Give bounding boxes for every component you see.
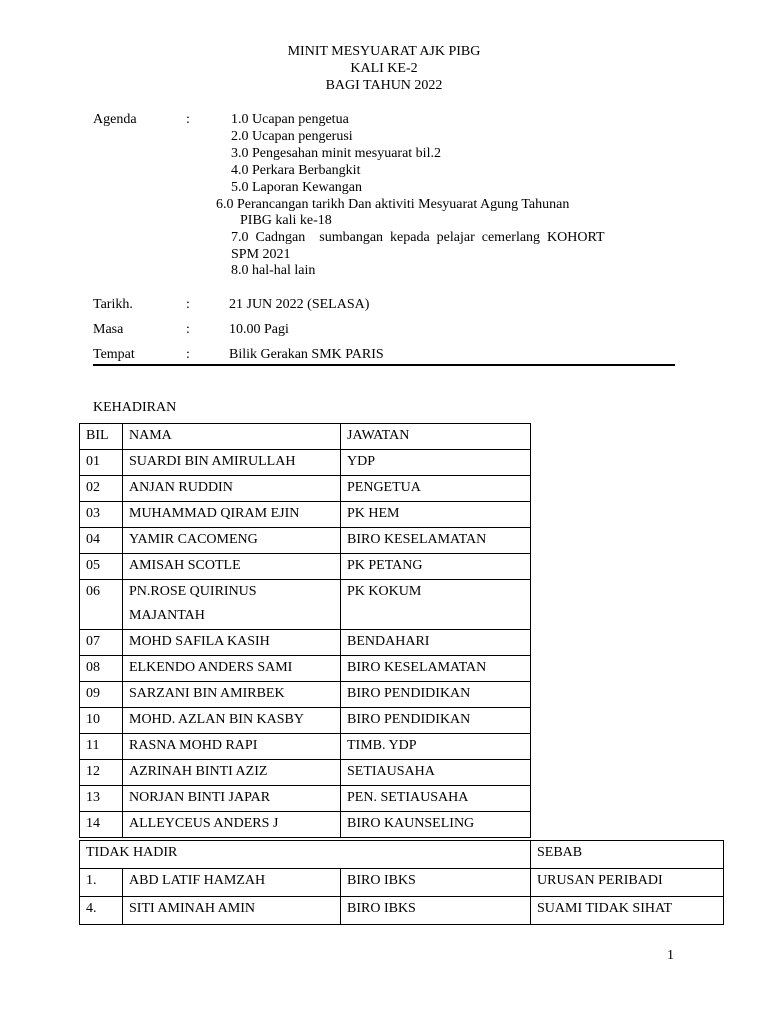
member-position: PK PETANG bbox=[341, 554, 531, 580]
row-number: 1. bbox=[80, 869, 123, 897]
row-number: 01 bbox=[80, 450, 123, 476]
member-position: YDP bbox=[341, 450, 531, 476]
member-name: YAMIR CACOMENG bbox=[123, 528, 341, 554]
row-number: 11 bbox=[80, 734, 123, 760]
member-position: BIRO KESELAMATAN bbox=[341, 656, 531, 682]
agenda-item-continued: PIBG kali ke-18 bbox=[240, 213, 332, 228]
time-colon: : bbox=[186, 322, 190, 337]
row-number: 07 bbox=[80, 630, 123, 656]
member-position: PENGETUA bbox=[341, 476, 531, 502]
attendance-heading: KEHADIRAN bbox=[93, 400, 177, 415]
table-row bbox=[80, 476, 531, 502]
agenda-item: 5.0 Laporan Kewangan bbox=[231, 180, 363, 195]
member-name: SITI AMINAH AMIN bbox=[123, 897, 341, 925]
row-number: 05 bbox=[80, 554, 123, 580]
row-number: 14 bbox=[80, 812, 123, 838]
table-row bbox=[80, 554, 531, 580]
title-line-1: MINIT MESYUARAT AJK PIBG bbox=[287, 44, 481, 59]
time-label: Masa bbox=[93, 322, 124, 337]
table-row bbox=[80, 528, 531, 554]
member-position: PK KOKUM bbox=[341, 580, 531, 630]
member-position: BIRO PENDIDIKAN bbox=[341, 682, 531, 708]
date-label: Tarikh. bbox=[93, 297, 133, 312]
absence-reason: URUSAN PERIBADI bbox=[531, 869, 724, 897]
member-name: MUHAMMAD QIRAM EJIN bbox=[123, 502, 341, 528]
member-name: NORJAN BINTI JAPAR bbox=[123, 786, 341, 812]
row-number: 13 bbox=[80, 786, 123, 812]
column-header: BIL bbox=[80, 424, 123, 450]
row-number: 08 bbox=[80, 656, 123, 682]
row-number: 02 bbox=[80, 476, 123, 502]
document-title bbox=[0, 43, 768, 94]
table-row bbox=[80, 734, 531, 760]
member-name: AMISAH SCOTLE bbox=[123, 554, 341, 580]
row-number: 10 bbox=[80, 708, 123, 734]
member-position: PEN. SETIAUSAHA bbox=[341, 786, 531, 812]
member-name-line-2: MAJANTAH bbox=[129, 608, 205, 623]
row-number: 12 bbox=[80, 760, 123, 786]
absence-header-row bbox=[80, 841, 724, 869]
column-header: NAMA bbox=[123, 424, 341, 450]
divider-line bbox=[93, 364, 675, 366]
member-position: BIRO KAUNSELING bbox=[341, 812, 531, 838]
member-name: MOHD. AZLAN BIN KASBY bbox=[123, 708, 341, 734]
table-row bbox=[80, 760, 531, 786]
place-colon: : bbox=[186, 347, 190, 362]
row-number: 04 bbox=[80, 528, 123, 554]
agenda-item: 6.0 Perancangan tarikh Dan aktiviti Mesyuarat Agung Tahunan bbox=[216, 197, 570, 212]
member-position: TIMB. YDP bbox=[341, 734, 531, 760]
member-position: BIRO PENDIDIKAN bbox=[341, 708, 531, 734]
absent-heading: TIDAK HADIR bbox=[80, 841, 531, 869]
member-position: PK HEM bbox=[341, 502, 531, 528]
table-row bbox=[80, 580, 531, 630]
title-line-3: BAGI TAHUN 2022 bbox=[325, 78, 443, 93]
title-line-2: KALI KE-2 bbox=[350, 61, 418, 76]
column-header: JAWATAN bbox=[341, 424, 531, 450]
table-header-row bbox=[80, 424, 531, 450]
row-number: 4. bbox=[80, 897, 123, 925]
member-position: BIRO IBKS bbox=[341, 897, 531, 925]
table-row bbox=[80, 682, 531, 708]
member-name: RASNA MOHD RAPI bbox=[123, 734, 341, 760]
agenda-label: Agenda bbox=[93, 112, 137, 127]
table-row bbox=[80, 656, 531, 682]
table-row bbox=[80, 708, 531, 734]
place-label: Tempat bbox=[93, 347, 135, 362]
date-value: 21 JUN 2022 (SELASA) bbox=[229, 297, 370, 312]
table-row bbox=[80, 502, 531, 528]
member-position: SETIAUSAHA bbox=[341, 760, 531, 786]
absence-table bbox=[79, 840, 724, 925]
table-row bbox=[80, 869, 724, 897]
member-position: BIRO IBKS bbox=[341, 869, 531, 897]
member-name: PN.ROSE QUIRINUS bbox=[129, 584, 257, 599]
absence-reason: SUAMI TIDAK SIHAT bbox=[531, 897, 724, 925]
time-value: 10.00 Pagi bbox=[229, 322, 289, 337]
date-colon: : bbox=[186, 297, 190, 312]
member-name: ALLEYCEUS ANDERS J bbox=[123, 812, 341, 838]
table-row bbox=[80, 786, 531, 812]
member-position: BIRO KESELAMATAN bbox=[341, 528, 531, 554]
member-name: SUARDI BIN AMIRULLAH bbox=[123, 450, 341, 476]
place-value: Bilik Gerakan SMK PARIS bbox=[229, 347, 384, 362]
member-name: AZRINAH BINTI AZIZ bbox=[123, 760, 341, 786]
member-name-cell bbox=[123, 580, 341, 630]
row-number: 09 bbox=[80, 682, 123, 708]
member-name: MOHD SAFILA KASIH bbox=[123, 630, 341, 656]
agenda-item: 3.0 Pengesahan minit mesyuarat bil.2 bbox=[231, 146, 441, 161]
page-number: 1 bbox=[667, 948, 674, 963]
member-name: SARZANI BIN AMIRBEK bbox=[123, 682, 341, 708]
agenda-item: 2.0 Ucapan pengerusi bbox=[231, 129, 353, 144]
member-name: ANJAN RUDDIN bbox=[123, 476, 341, 502]
member-name: ABD LATIF HAMZAH bbox=[123, 869, 341, 897]
row-number: 06 bbox=[80, 580, 123, 630]
agenda-item: 4.0 Perkara Berbangkit bbox=[231, 163, 361, 178]
member-name: ELKENDO ANDERS SAMI bbox=[123, 656, 341, 682]
table-row bbox=[80, 630, 531, 656]
member-position: BENDAHARI bbox=[341, 630, 531, 656]
attendance-table bbox=[79, 423, 531, 838]
table-row bbox=[80, 812, 531, 838]
agenda-colon: : bbox=[186, 112, 190, 127]
table-row bbox=[80, 897, 724, 925]
table-row bbox=[80, 450, 531, 476]
row-number: 03 bbox=[80, 502, 123, 528]
agenda-item: 7.0 Cadngan sumbangan kepada pelajar cemerlang KOHORT bbox=[231, 230, 605, 245]
agenda-item-continued: SPM 2021 bbox=[231, 247, 291, 262]
reason-heading: SEBAB bbox=[531, 841, 724, 869]
agenda-item: 8.0 hal-hal lain bbox=[231, 263, 316, 278]
agenda-item: 1.0 Ucapan pengetua bbox=[231, 112, 349, 127]
